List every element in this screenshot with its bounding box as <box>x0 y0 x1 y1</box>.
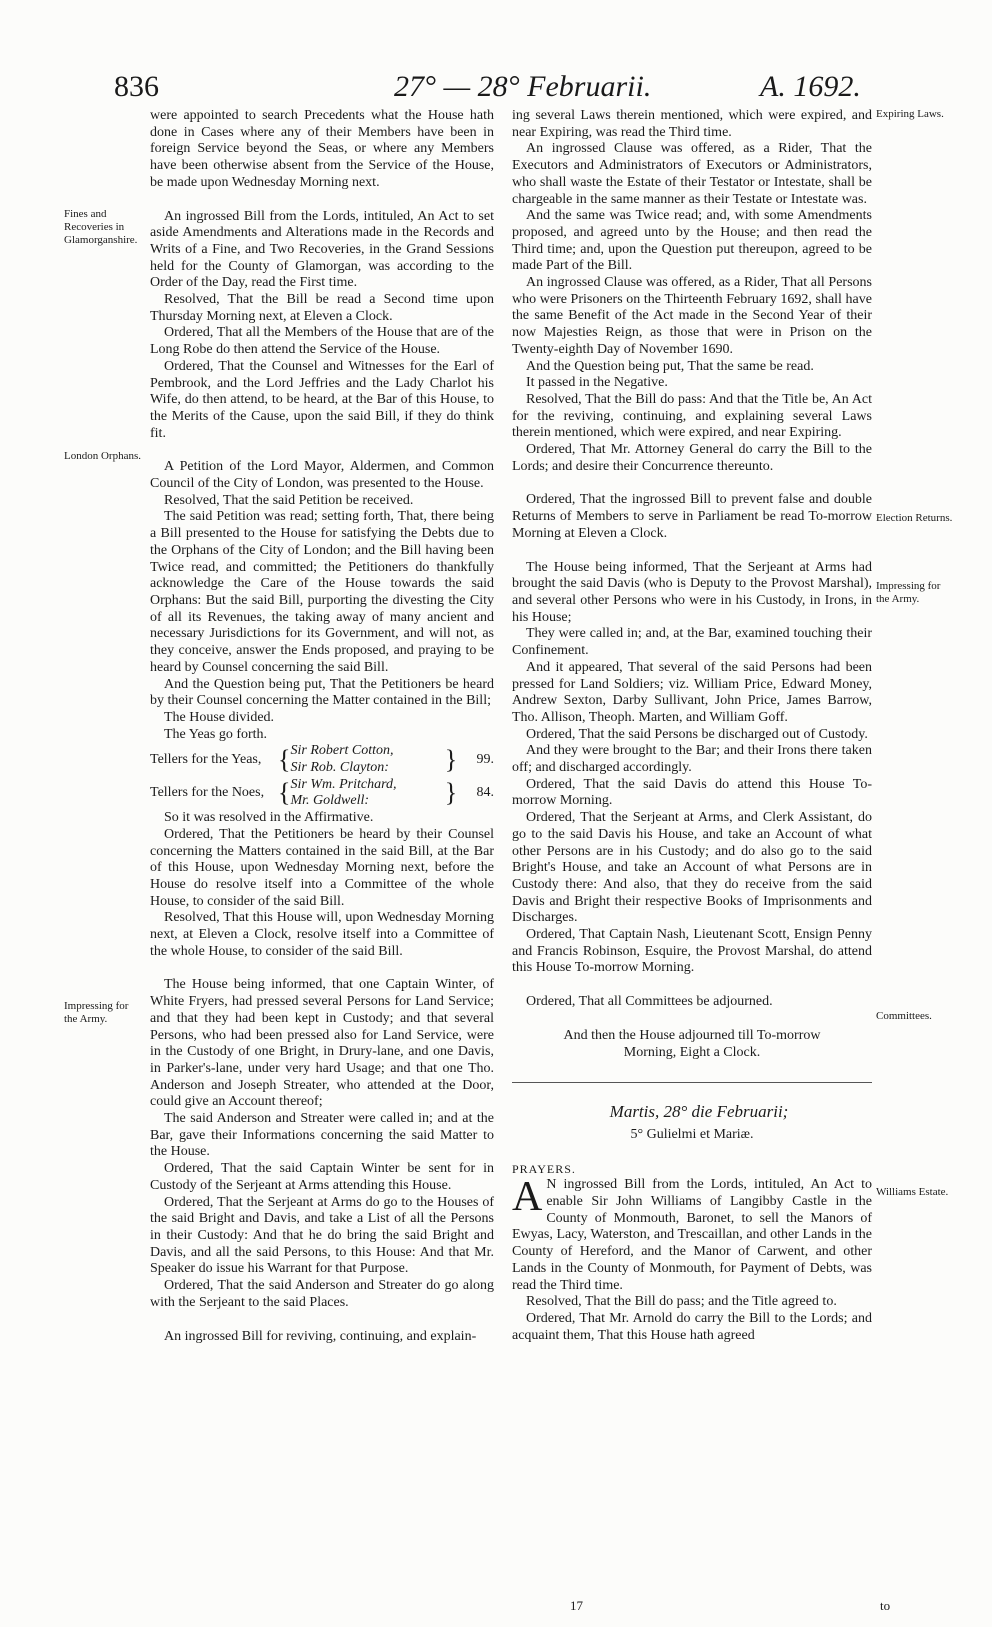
yeas-label: Tellers for the Yeas, <box>150 751 262 767</box>
paragraph: Resolved, That the Bill be read a Second time upon Thursday Morning next, at Eleven a Clock. <box>150 292 494 324</box>
left-column <box>150 108 494 1345</box>
margin-note-impressing-right: Impressing for the Army. <box>876 580 941 605</box>
paragraph: It passed in the Negative. <box>526 375 668 391</box>
paragraph: The Yeas go forth. <box>164 726 268 742</box>
noes-count: 84. <box>476 785 494 801</box>
paragraph: An ingrossed Bill for reviving, continuing, and explain- <box>164 1328 477 1344</box>
paragraph: A Petition of the Lord Mayor, Aldermen, and Common Council of the City of London, was presented to the House. <box>150 459 494 492</box>
paragraph: Ordered, That the said Captain Winter be sent for in Custody of the Serjeant at Arms attending this House. <box>150 1161 494 1193</box>
paragraph: Ordered, That all the Members of the House that are of the Long Robe do then attend the Service of the House. <box>150 325 494 358</box>
paragraph: And the Question being put, That the same be read. <box>526 358 814 374</box>
margin-note-committees: Committees. <box>876 1010 932 1022</box>
noes-label: Tellers for the Noes, <box>150 785 265 801</box>
paragraph: ing several Laws therein mentioned, which were expired, and near Expiring, was read the Third time. <box>512 108 872 140</box>
paragraph: They were called in; and, at the Bar, examined touching their Confinement. <box>512 626 872 659</box>
margin-note-election: Election Returns. <box>876 512 953 524</box>
paragraph: Ordered, That the said Davis do attend this House To-morrow Morning. <box>512 776 872 809</box>
paragraph: Ordered, That the Serjeant at Arms, and Clerk Assistant, do go to the said Davis his House, and take an Account of what other Persons are in his Custody; and do also go to the said Bright's House, and take an Account of what Persons are in Custody there: And also, that they do receive from the said Davis and Bright their respective Books of Imprisonments and Discharges. <box>512 810 872 926</box>
paragraph: So it was resolved in the Affirmative. <box>164 810 374 826</box>
paragraph: Ordered, That the said Anderson and Streater do go along with the Serjeant to the said Places. <box>150 1278 494 1310</box>
margin-note-impressing-left: Impressing for the Army. <box>64 1000 129 1025</box>
paragraph: Ordered, That the Counsel and Witnesses for the Earl of Pembrook, and the Lord Jeffries and the Lady Charlot his Wife, do then attend, to be heard, at the Bar of this House, to the Merits of the Cause, upon the said Bill, if they do think fit. <box>150 358 494 441</box>
paragraph: The House being informed, That the Serjeant at Arms had brought the said Davis (who is Deputy to the Provost Marshal), and several other Persons who were in his Custody, in Irons, in his House; <box>512 559 872 625</box>
paragraph: Ordered, That the ingrossed Bill to prevent false and double Returns of Members to serve in Parliament be read To-morrow Morning at Eleven a Clock. <box>512 492 872 541</box>
drop-cap: A <box>512 1174 543 1221</box>
paragraph: And they were brought to the Bar; and their Irons there taken off; and discharged accordingly. <box>512 743 872 776</box>
paragraph: Resolved, That the said Petition be received. <box>164 492 414 508</box>
margin-note-williams: Williams Estate. <box>876 1186 949 1198</box>
paragraph: The said Anderson and Streater were called in; and at the Bar, gave their Informations concerning the said Matter to the House. <box>150 1111 494 1160</box>
margin-note-expiring: Expiring Laws. <box>876 108 944 120</box>
section-rule <box>512 1082 872 1083</box>
year-heading: A. 1692. <box>760 70 861 103</box>
paragraph: Ordered, That Mr. Attorney General do carry the Bill to the Lords; and desire their Concurrence thereunto. <box>512 442 872 474</box>
division-tellers: Tellers for the Yeas, { Sir Robert Cotton, Sir Rob. Clayton: } 99. Tellers for the Noes, { Sir Wm. Pritchard, Mr. Goldwell: } 84. <box>150 743 494 809</box>
paragraph: Ordered, That all Committees be adjourned. <box>526 994 773 1010</box>
margin-note-fines: Fines and Recoveries in Glamorganshire. <box>64 208 138 246</box>
date-range-heading: 27° — 28° Februarii. <box>394 70 652 103</box>
right-column <box>512 108 872 1344</box>
paragraph: The House being informed, that one Captain Winter, of White Fryers, had pressed several Persons for Land Service; and that they had been kept in Custody; and that several Persons, who had been pressed also for Land Service, were in the Custody of one Bright, in Drury-lane, and one Davis, in Parker's-lane, under very hard Usage; and that one Tho. Anderson and Joseph Streater, who attended at the Door, could give an Account thereof; <box>150 977 494 1110</box>
regnal-year: 5° Gulielmi et Mariæ. <box>630 1126 754 1142</box>
prayers-heading: PRAYERS. <box>512 1161 576 1176</box>
noes-teller: Sir Wm. Pritchard, <box>290 776 397 792</box>
paragraph: The House divided. <box>164 709 275 725</box>
paragraph: were appointed to search Precedents what the House hath done in Cases where any of their Members have been in foreign Service beyond the Seas, or where any Members have been otherwise absent from the Service of the House, be made upon Wednesday Morning next. <box>150 108 494 190</box>
paragraph: Resolved, That the Bill do pass: And that the Title be, An Act for the reviving, continuing, and explaining several Laws therein mentioned, which were expired, and near Expiring. <box>512 391 872 441</box>
margin-note-orphans: London Orphans. <box>64 450 141 462</box>
paragraph: Resolved, That this House will, upon Wednesday Morning next, at Eleven a Clock, resolve itself into a Committee of the whole House, to consider of the said Bill. <box>150 910 494 959</box>
paragraph: Ordered, That the Petitioners be heard by their Counsel concerning the Matters contained in the said Bill, at the Bar of this House, upon Wednesday Morning next, before the House do resolve itself into a Committee of the whole House, to consider of the said Bill. <box>150 826 494 909</box>
paragraph: Ordered, That Captain Nash, Lieutenant Scott, Ensign Penny and Francis Robinson, Esquire, the Provost Marshal, do attend this House To-morrow Morning. <box>512 927 872 976</box>
paragraph: And the Question being put, That the Petitioners be heard by their Counsel concerning the Matter contained in the Bill; <box>150 676 494 709</box>
paragraph: An ingrossed Bill from the Lords, intituled, An Act to set aside Amendments and Alterations made in the Records and Writs of a Fine, and Two Recoveries, in the Grand Sessions held for the County of Glamorgan, was according to the Order of the Day, read the First time. <box>150 208 494 291</box>
yeas-teller: Sir Robert Cotton, <box>290 743 394 759</box>
paragraph: Ordered, That the said Persons be discharged out of Custody. <box>526 726 868 742</box>
paragraph: And the same was Twice read; and, with some Amendments proposed, and agreed unto by the House; and then read the Third time; and, upon the Question put thereupon, agreed to be made Part of the Bill. <box>512 208 872 274</box>
adjournment: And then the House adjourned till To-morrow Morning, Eight a Clock. <box>563 1027 821 1060</box>
noes-teller: Mr. Goldwell: <box>290 793 370 809</box>
paragraph: Ordered, That Mr. Arnold do carry the Bill to the Lords; and acquaint them, That this House hath agreed <box>512 1311 872 1343</box>
paragraph: Resolved, That the Bill do pass; and the Title agreed to. <box>526 1294 837 1310</box>
paragraph: Ordered, That the Serjeant at Arms do go to the Houses of the said Bright and Davis, and take a List of all the Persons in their Custody: And that he do bring the said Bright and Davis, and all the said Persons, to this House: And that Mr. Speaker do issue his Warrant for that Purpose. <box>150 1194 494 1277</box>
paragraph: An ingrossed Clause was offered, as a Rider, That the Executors and Administrators of Executors or Administrators, who shall waste the Estate of their Testator or Intestate, shall be chargeable in the same manner as their Testate or Intestate was. <box>512 141 872 207</box>
page-number: 836 <box>114 70 159 103</box>
signature-mark: 17 <box>570 1598 583 1613</box>
paragraph: And it appeared, That several of the said Persons had been pressed for Land Soldiers; viz. William Price, Edward Money, Andrew Sexton, Darby Sullivant, John Price, James Barrow, Tho. Allison, Theoph. Marten, and William Goff. <box>512 659 872 725</box>
yeas-teller: Sir Rob. Clayton: <box>290 760 389 776</box>
paragraph: The said Petition was read; setting forth, That, there being a Bill presented to the House for satisfying the Debts due to the Orphans of the City of London; and the Bill having been Twice read, and committed; the Petitioners do thankfully acknowledge the Care of the House towards the said Orphans: But the said Bill, purporting the divesting the City of all its Revenues, the taking away of many ancient and necessary Jurisdictions for its Government, and will not, as they conceive, answer the Ends proposed, and praying to be heard by Counsel concerning the said Bill. <box>150 509 494 675</box>
sitting-title: Martis, 28° die Februarii; <box>609 1102 789 1122</box>
yeas-count: 99. <box>476 751 494 767</box>
catchword: to <box>880 1598 891 1613</box>
williams-bill-paragraph <box>512 1174 872 1294</box>
paragraph: An ingrossed Clause was offered, as a Rider, That all Persons who were Prisoners on the Thirteenth February 1692, shall have the same Benefit of the Act made in the Second Year of their now Majesties Reign, as those that were in Prison on the Twenty-eighth Day of November 1690. <box>512 275 872 357</box>
paragraph-text: N ingrossed Bill from the Lords, intituled, An Act to enable Sir John Williams of Langibby Castle in the County of Monmouth, Baronet, to sell the Manors of Ewyas, Lacy, Waterston, and Trescaillan, and other Lands in the County of Hereford, and the Manor of Carwent, and other Lands in the County of Monmouth, for Payment of Debts, was read the Third time. <box>512 1177 872 1293</box>
